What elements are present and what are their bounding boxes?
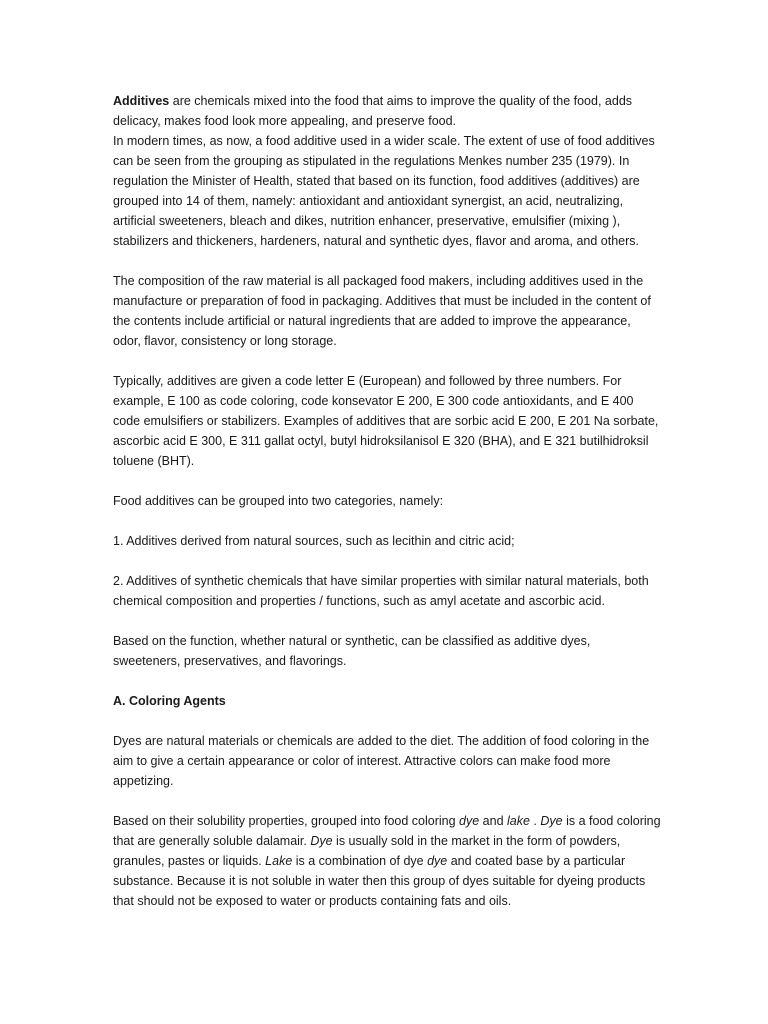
document-page	[113, 91, 661, 931]
solubility-text-2: and	[479, 814, 508, 828]
term-dye-4: dye	[427, 854, 448, 868]
solubility-text-7: and coated base by a particular substance. Because it is not soluble in water then this group of dyes suitable for dyeing products that should not be exposed to water or products containing fats and oils.	[113, 854, 646, 908]
term-dye-1: dye	[459, 814, 480, 828]
solubility-text-3: .	[529, 814, 541, 828]
paragraph-function: Based on the function, whether natural or synthetic, can be classified as additive dyes, sweeteners, preservatives, and flavorings.	[113, 634, 591, 668]
term-dye-2: Dye	[540, 814, 563, 828]
solubility-text-5: is usually sold in the market in the form of powders, granules, pastes or liquids.	[113, 834, 621, 868]
paragraph-e-codes: Typically, additives are given a code letter E (European) and followed by three numbers. For example, E 100 as code coloring, code konsevator E 200, E 300 code antioxidants, and E 400 code emulsifiers or stabilizers. Examples of additives that are sorbic acid E 200, E 201 Na sorbate, ascorbic acid E 300, E 311 gallat octyl, butyl hidroksilanisol E 320 (BHA), and E 321 butilhidroksil toluene (BHT).	[113, 374, 659, 468]
solubility-text-4: is a food coloring that are generally soluble dalamair.	[113, 814, 661, 848]
paragraph-intro	[113, 91, 661, 131]
additives-lead-term: Additives	[113, 94, 170, 108]
list-item-natural: 1. Additives derived from natural sources, such as lecithin and citric acid;	[113, 534, 515, 548]
term-dye-3: Dye	[310, 834, 333, 848]
section-heading-coloring-agents: A. Coloring Agents	[113, 694, 226, 708]
paragraph-modern-times: In modern times, as now, a food additive used in a wider scale. The extent of use of food additives can be seen from the grouping as stipulated in the regulations Menkes number 235 (1979). In regulation the Minister of Health, stated that based on its function, food additives (additives) are grouped into 14 of them, namely: antioxidant and antioxidant synergist, an acid, neutralizing, artificial sweeteners, bleach and dikes, nutrition enhancer, preservative, emulsifier (mixing ), stabilizers and thickeners, hardeners, natural and synthetic dyes, flavor and aroma, and others.	[113, 134, 655, 248]
paragraph-composition: The composition of the raw material is all packaged food makers, including additives used in the manufacture or preparation of food in packaging. Additives that must be included in the content of the contents include artificial or natural ingredients that are added to improve the appearance, odor, flavor, consistency or long storage.	[113, 274, 651, 348]
paragraph-solubility	[113, 811, 661, 911]
intro-text: are chemicals mixed into the food that aims to improve the quality of the food, adds delicacy, makes food look more appealing, and preserve food.	[113, 94, 633, 128]
solubility-text-1: Based on their solubility properties, grouped into food coloring	[113, 814, 460, 828]
paragraph-dyes: Dyes are natural materials or chemicals are added to the diet. The addition of food coloring in the aim to give a certain appearance or color of interest. Attractive colors can make food more appetizing.	[113, 734, 650, 788]
list-item-synthetic: 2. Additives of synthetic chemicals that have similar properties with similar natural materials, both chemical composition and properties / functions, such as amyl acetate and ascorbic acid.	[113, 574, 649, 608]
term-lake-1: lake	[507, 814, 530, 828]
term-lake-2: Lake	[265, 854, 293, 868]
paragraph-categories: Food additives can be grouped into two categories, namely:	[113, 494, 444, 508]
solubility-text-6: is a combination of dye	[292, 854, 428, 868]
